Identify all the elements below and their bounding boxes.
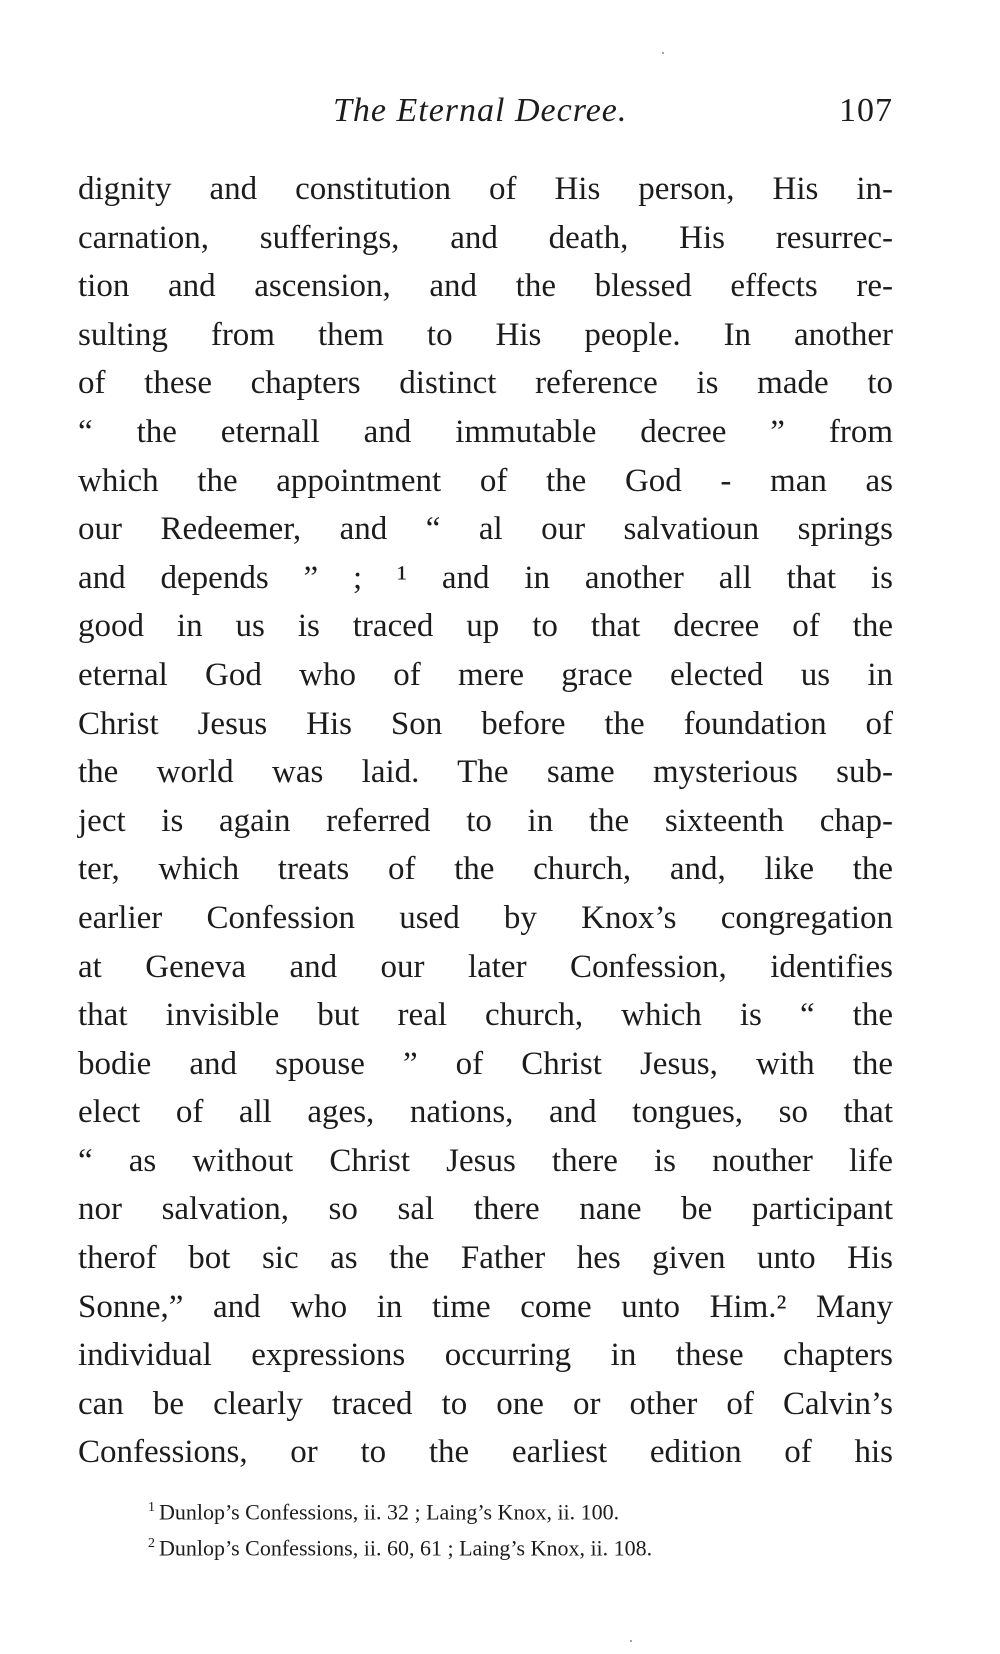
- text-line: can be clearly traced to one or other of Calvin’s: [78, 1385, 893, 1422]
- text-line: individual expressions occurring in these chapters: [78, 1337, 893, 1374]
- text-line: Confessions, or to the earliest edition of his: [78, 1434, 893, 1471]
- text-line: sulting from them to His people. In another: [78, 316, 893, 353]
- footnote: [148, 1526, 908, 1562]
- text-line: which the appointment of the God - man as: [78, 462, 893, 499]
- text-line: carnation, sufferings, and death, His resurrec-: [78, 219, 893, 256]
- text-line: nor salvation, so sal there nane be participant: [78, 1191, 893, 1228]
- text-line: Christ Jesus His Son before the foundation of: [78, 705, 893, 742]
- text-line: therof bot sic as the Father hes given unto His: [78, 1240, 893, 1277]
- text-line: tion and ascension, and the blessed effects re-: [78, 268, 893, 305]
- running-title: The Eternal Decree.: [333, 92, 628, 129]
- text-line: earlier Confession used by Knox’s congregation: [78, 899, 893, 936]
- text-line: that invisible but real church, which is “ the: [78, 997, 893, 1034]
- text-line: ter, which treats of the church, and, like the: [78, 851, 893, 888]
- text-line: dignity and constitution of His person, His in-: [78, 171, 893, 207]
- footnote-mark: 1: [148, 1500, 155, 1515]
- text-line: and depends ” ; ¹ and in another all that is: [78, 559, 893, 596]
- running-head: [78, 86, 893, 136]
- text-line: eternal God who of mere grace elected us in: [78, 656, 893, 693]
- page-number: 107: [839, 92, 893, 129]
- footnotes: [148, 1490, 908, 1562]
- paper-speck: [630, 1640, 632, 1642]
- footnote-text: Dunlop’s Confessions, ii. 60, 61 ; Laing’s Knox, ii. 108.: [159, 1535, 653, 1561]
- text-line: bodie and spouse ” of Christ Jesus, with the: [78, 1045, 893, 1082]
- footnote: [148, 1490, 908, 1526]
- text-line: “ the eternall and immutable decree ” from: [78, 413, 893, 450]
- text-line: Sonne,” and who in time come unto Him.² Many: [78, 1288, 893, 1325]
- text-line: of these chapters distinct reference is made to: [78, 365, 893, 402]
- text-line: elect of all ages, nations, and tongues, so that: [78, 1094, 893, 1131]
- text-line: at Geneva and our later Confession, identifies: [78, 948, 893, 985]
- text-line: good in us is traced up to that decree of the: [78, 608, 893, 645]
- text-line: our Redeemer, and “ al our salvatioun springs: [78, 511, 893, 548]
- footnote-text: Dunlop’s Confessions, ii. 32 ; Laing’s Knox, ii. 100.: [159, 1499, 620, 1525]
- text-line: ject is again referred to in the sixteenth chap-: [78, 802, 893, 839]
- footnote-mark: 2: [148, 1536, 155, 1551]
- paper-speck: [662, 52, 664, 54]
- text-line: “ as without Christ Jesus there is nouther life: [78, 1142, 893, 1179]
- body-text: [78, 165, 893, 1477]
- text-line: the world was laid. The same mysterious sub-: [78, 754, 893, 791]
